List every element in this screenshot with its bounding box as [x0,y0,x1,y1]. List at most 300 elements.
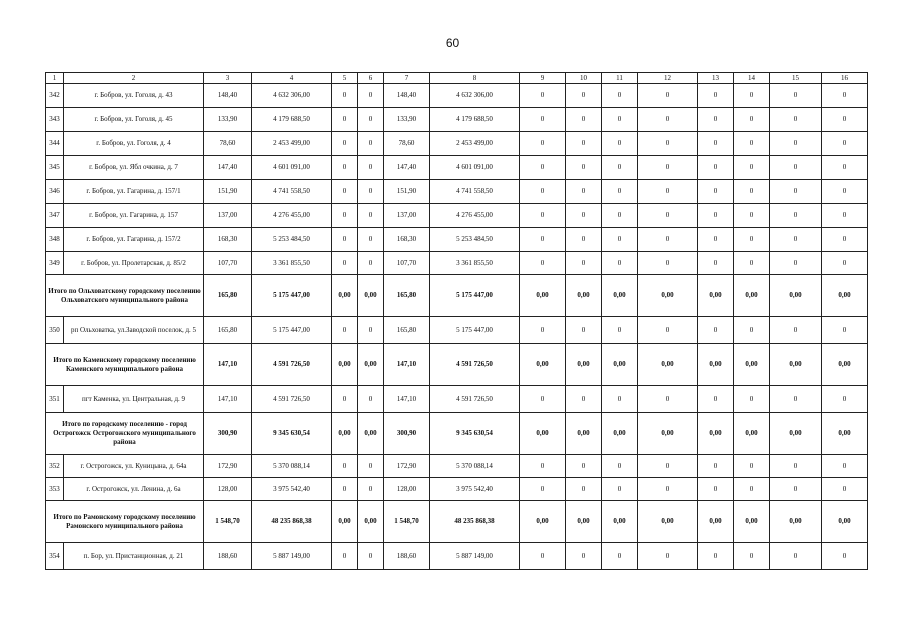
value-cell: 0 [520,228,566,252]
subtotal-label: Итого по городскому поселению - город Острогожск Острогожского муниципального района [46,413,204,455]
value-cell: 48 235 868,38 [430,501,520,543]
value-cell: 0 [332,180,358,204]
value-cell: 0 [822,317,868,344]
value-cell: 0 [822,156,868,180]
column-header: 7 [384,73,430,84]
column-header: 15 [770,73,822,84]
value-cell: 0 [520,478,566,501]
value-cell: 0 [698,478,734,501]
value-cell: 0 [698,455,734,478]
value-cell: 9 345 630,54 [430,413,520,455]
address-cell: п. Бор, ул. Пристанционная, д. 21 [64,543,204,570]
address-cell: г. Бобров, ул. Пролетарская, д. 85/2 [64,252,204,275]
value-cell: 151,90 [384,180,430,204]
subtotal-label: Итого по Ольховатскому городскому поселению Ольховатского муниципального района [46,275,204,317]
value-cell: 0 [822,204,868,228]
value-cell: 0 [770,204,822,228]
value-cell: 0 [822,478,868,501]
value-cell: 0,00 [602,344,638,386]
value-cell: 0 [566,478,602,501]
value-cell: 147,10 [384,386,430,413]
value-cell: 4 276 455,00 [252,204,332,228]
value-cell: 0 [770,156,822,180]
value-cell: 0,00 [770,413,822,455]
value-cell: 0 [770,132,822,156]
value-cell: 0,00 [520,344,566,386]
value-cell: 0,00 [734,275,770,317]
value-cell: 0 [602,317,638,344]
value-cell: 0,00 [332,344,358,386]
value-cell: 0 [638,108,698,132]
value-cell: 0 [520,386,566,413]
value-cell: 0 [698,252,734,275]
value-cell: 48 235 868,38 [252,501,332,543]
column-header: 9 [520,73,566,84]
value-cell: 5 253 484,50 [430,228,520,252]
value-cell: 4 179 688,50 [252,108,332,132]
value-cell: 0 [602,543,638,570]
value-cell: 0,00 [638,275,698,317]
value-cell: 0 [770,108,822,132]
value-cell: 0 [358,132,384,156]
value-cell: 4 179 688,50 [430,108,520,132]
value-cell: 0 [332,204,358,228]
value-cell: 0 [358,108,384,132]
value-cell: 0 [822,228,868,252]
value-cell: 5 253 484,50 [252,228,332,252]
value-cell: 0 [770,252,822,275]
value-cell: 168,30 [204,228,252,252]
value-cell: 0 [698,543,734,570]
value-cell: 0 [638,84,698,108]
value-cell: 0 [602,108,638,132]
value-cell: 0,00 [358,501,384,543]
value-cell: 0,00 [734,413,770,455]
value-cell: 0 [770,543,822,570]
value-cell: 0 [358,204,384,228]
address-cell: г. Бобров, ул. Гоголя, д. 4 [64,132,204,156]
value-cell: 0 [698,132,734,156]
row-number: 346 [46,180,64,204]
value-cell: 5 370 088,14 [430,455,520,478]
value-cell: 0 [638,252,698,275]
value-cell: 0 [358,252,384,275]
value-cell: 165,80 [204,317,252,344]
value-cell: 0 [770,386,822,413]
value-cell: 3 361 855,50 [252,252,332,275]
value-cell: 0 [358,228,384,252]
value-cell: 0 [698,317,734,344]
value-cell: 0 [602,84,638,108]
housing-register-table [45,72,868,570]
value-cell: 0,00 [734,344,770,386]
value-cell: 0 [332,543,358,570]
value-cell: 4 276 455,00 [430,204,520,228]
value-cell: 4 741 558,50 [252,180,332,204]
value-cell: 0 [332,252,358,275]
row-number: 354 [46,543,64,570]
subtotal-row [46,501,868,543]
value-cell: 4 591 726,50 [430,386,520,413]
address-cell: г. Бобров, ул. Гоголя, д. 45 [64,108,204,132]
value-cell: 0,00 [822,501,868,543]
value-cell: 0 [332,84,358,108]
value-cell: 128,00 [384,478,430,501]
value-cell: 0 [602,180,638,204]
table-row [46,132,868,156]
value-cell: 0 [602,386,638,413]
value-cell: 0 [822,543,868,570]
value-cell: 9 345 630,54 [252,413,332,455]
value-cell: 0 [358,478,384,501]
value-cell: 0 [566,108,602,132]
value-cell: 0 [770,455,822,478]
value-cell: 0 [520,317,566,344]
value-cell: 165,80 [204,275,252,317]
value-cell: 5 175 447,00 [252,275,332,317]
value-cell: 133,90 [384,108,430,132]
value-cell: 78,60 [204,132,252,156]
value-cell: 0 [822,386,868,413]
value-cell: 0 [602,228,638,252]
value-cell: 0 [602,252,638,275]
value-cell: 0,00 [520,501,566,543]
value-cell: 4 741 558,50 [430,180,520,204]
column-header: 1 [46,73,64,84]
table-row [46,204,868,228]
value-cell: 0 [332,156,358,180]
value-cell: 4 632 306,00 [252,84,332,108]
value-cell: 0 [520,84,566,108]
value-cell: 0,00 [770,344,822,386]
value-cell: 0 [822,180,868,204]
value-cell: 0 [734,156,770,180]
value-cell: 0,00 [566,275,602,317]
value-cell: 0,00 [520,413,566,455]
value-cell: 0 [566,386,602,413]
table-row [46,478,868,501]
value-cell: 0 [822,252,868,275]
value-cell: 0 [602,132,638,156]
address-cell: г. Бобров, ул. Гагарина, д. 157/2 [64,228,204,252]
value-cell: 0 [734,386,770,413]
value-cell: 0 [698,108,734,132]
value-cell: 188,60 [204,543,252,570]
table-row [46,543,868,570]
value-cell: 0,00 [358,275,384,317]
value-cell: 0,00 [770,501,822,543]
value-cell: 137,00 [384,204,430,228]
value-cell: 3 361 855,50 [430,252,520,275]
value-cell: 0,00 [698,413,734,455]
value-cell: 147,40 [204,156,252,180]
value-cell: 3 975 542,40 [252,478,332,501]
value-cell: 0 [358,317,384,344]
value-cell: 5 175 447,00 [252,317,332,344]
value-cell: 147,40 [384,156,430,180]
value-cell: 148,40 [204,84,252,108]
value-cell: 0,00 [358,344,384,386]
subtotal-row [46,344,868,386]
value-cell: 0 [734,108,770,132]
value-cell: 2 453 499,00 [252,132,332,156]
subtotal-row [46,275,868,317]
column-header: 13 [698,73,734,84]
value-cell: 0 [698,228,734,252]
value-cell: 147,10 [204,344,252,386]
value-cell: 0 [638,455,698,478]
column-header: 8 [430,73,520,84]
value-cell: 0 [520,204,566,228]
value-cell: 0 [734,132,770,156]
value-cell: 0,00 [734,501,770,543]
value-cell: 0 [602,478,638,501]
value-cell: 0,00 [332,413,358,455]
value-cell: 0 [332,317,358,344]
value-cell: 165,80 [384,275,430,317]
row-number: 349 [46,252,64,275]
value-cell: 165,80 [384,317,430,344]
column-header: 14 [734,73,770,84]
value-cell: 0 [698,84,734,108]
value-cell: 0 [638,543,698,570]
value-cell: 0,00 [638,413,698,455]
value-cell: 151,90 [204,180,252,204]
value-cell: 0 [822,132,868,156]
value-cell: 0 [734,180,770,204]
value-cell: 0,00 [566,413,602,455]
value-cell: 0,00 [822,344,868,386]
column-header: 5 [332,73,358,84]
value-cell: 0 [734,252,770,275]
value-cell: 0 [638,386,698,413]
value-cell: 0 [734,204,770,228]
value-cell: 0 [638,204,698,228]
value-cell: 0 [358,180,384,204]
value-cell: 4 591 726,50 [252,386,332,413]
row-number: 343 [46,108,64,132]
column-header: 6 [358,73,384,84]
address-cell: г. Бобров, ул. Гагарина, д. 157 [64,204,204,228]
column-header: 4 [252,73,332,84]
value-cell: 0 [770,317,822,344]
value-cell: 0 [734,84,770,108]
table-row [46,386,868,413]
column-number-header-row [46,73,868,84]
value-cell: 4 601 091,00 [430,156,520,180]
subtotal-label: Итого по Рамонскому городскому поселению Рамонского муниципального района [46,501,204,543]
table-body [46,73,868,570]
row-number: 348 [46,228,64,252]
value-cell: 0 [770,478,822,501]
value-cell: 300,90 [384,413,430,455]
table-row [46,180,868,204]
column-header: 3 [204,73,252,84]
value-cell: 0 [358,543,384,570]
value-cell: 0,00 [638,344,698,386]
value-cell: 0 [358,84,384,108]
value-cell: 0 [822,84,868,108]
value-cell: 147,10 [384,344,430,386]
value-cell: 0 [770,84,822,108]
value-cell: 0 [734,228,770,252]
value-cell: 0 [566,317,602,344]
value-cell: 0 [358,156,384,180]
value-cell: 0 [770,228,822,252]
value-cell: 107,70 [384,252,430,275]
row-number: 344 [46,132,64,156]
address-cell: г. Бобров, ул. Гагарина, д. 157/1 [64,180,204,204]
table-row [46,455,868,478]
value-cell: 172,90 [204,455,252,478]
value-cell: 4 632 306,00 [430,84,520,108]
value-cell: 0 [822,455,868,478]
value-cell: 2 453 499,00 [430,132,520,156]
value-cell: 4 591 726,50 [430,344,520,386]
value-cell: 0 [332,386,358,413]
value-cell: 0,00 [698,344,734,386]
value-cell: 148,40 [384,84,430,108]
value-cell: 0,00 [566,501,602,543]
value-cell: 0,00 [566,344,602,386]
column-header: 2 [64,73,204,84]
table-row [46,156,868,180]
address-cell: г. Острогожск, ул. Ленина, д. 6а [64,478,204,501]
value-cell: 0,00 [822,275,868,317]
value-cell: 5 175 447,00 [430,317,520,344]
value-cell: 0 [638,478,698,501]
address-cell: пгт Каменка, ул. Центральная, д. 9 [64,386,204,413]
table-row [46,84,868,108]
value-cell: 0,00 [698,501,734,543]
row-number: 347 [46,204,64,228]
value-cell: 0 [520,543,566,570]
value-cell: 5 887 149,00 [252,543,332,570]
value-cell: 0,00 [770,275,822,317]
value-cell: 5 175 447,00 [430,275,520,317]
value-cell: 0 [638,228,698,252]
value-cell: 0 [332,478,358,501]
row-number: 342 [46,84,64,108]
value-cell: 128,00 [204,478,252,501]
value-cell: 0 [698,180,734,204]
value-cell: 0 [520,132,566,156]
table-row [46,228,868,252]
value-cell: 1 548,70 [384,501,430,543]
value-cell: 0 [698,156,734,180]
value-cell: 0 [698,386,734,413]
address-cell: г. Острогожск, ул. Куницына, д. 64а [64,455,204,478]
value-cell: 0 [566,455,602,478]
value-cell: 0,00 [822,413,868,455]
value-cell: 300,90 [204,413,252,455]
address-cell: рп Ольховатка, ул.Заводской поселок, д. 5 [64,317,204,344]
row-number: 352 [46,455,64,478]
value-cell: 5 370 088,14 [252,455,332,478]
address-cell: г. Бобров, ул. Гоголя, д. 43 [64,84,204,108]
value-cell: 0 [566,156,602,180]
subtotal-label: Итого по Каменскому городскому поселению Каменского муниципального района [46,344,204,386]
row-number: 350 [46,317,64,344]
value-cell: 168,30 [384,228,430,252]
column-header: 16 [822,73,868,84]
value-cell: 0,00 [602,501,638,543]
value-cell: 147,10 [204,386,252,413]
value-cell: 0 [602,156,638,180]
column-header: 12 [638,73,698,84]
value-cell: 0 [566,252,602,275]
value-cell: 3 975 542,40 [430,478,520,501]
value-cell: 0 [734,455,770,478]
value-cell: 0 [734,543,770,570]
value-cell: 0 [332,108,358,132]
value-cell: 0,00 [520,275,566,317]
value-cell: 0,00 [698,275,734,317]
value-cell: 0 [566,228,602,252]
value-cell: 0 [566,204,602,228]
value-cell: 4 601 091,00 [252,156,332,180]
value-cell: 0 [638,156,698,180]
address-cell: г. Бобров, ул. Ябл очкина, д. 7 [64,156,204,180]
value-cell: 0 [822,108,868,132]
value-cell: 0 [734,317,770,344]
value-cell: 107,70 [204,252,252,275]
value-cell: 0,00 [358,413,384,455]
value-cell: 0 [734,478,770,501]
row-number: 351 [46,386,64,413]
value-cell: 78,60 [384,132,430,156]
value-cell: 0 [602,204,638,228]
value-cell: 0 [520,156,566,180]
value-cell: 172,90 [384,455,430,478]
row-number: 353 [46,478,64,501]
value-cell: 0 [358,386,384,413]
value-cell: 0 [520,180,566,204]
subtotal-row [46,413,868,455]
value-cell: 0 [566,543,602,570]
value-cell: 188,60 [384,543,430,570]
value-cell: 0 [770,180,822,204]
table-row [46,252,868,275]
value-cell: 0,00 [638,501,698,543]
value-cell: 4 591 726,50 [252,344,332,386]
value-cell: 0 [638,180,698,204]
value-cell: 0,00 [332,275,358,317]
value-cell: 0 [602,455,638,478]
value-cell: 0 [520,455,566,478]
row-number: 345 [46,156,64,180]
value-cell: 5 887 149,00 [430,543,520,570]
column-header: 11 [602,73,638,84]
value-cell: 0 [332,132,358,156]
value-cell: 0 [332,455,358,478]
table-row [46,108,868,132]
value-cell: 0 [520,108,566,132]
column-header: 10 [566,73,602,84]
value-cell: 1 548,70 [204,501,252,543]
value-cell: 0 [358,455,384,478]
value-cell: 0 [566,180,602,204]
value-cell: 0,00 [602,275,638,317]
page-number: 60 [445,36,460,50]
value-cell: 0 [638,317,698,344]
value-cell: 0 [332,228,358,252]
table-row [46,317,868,344]
value-cell: 137,00 [204,204,252,228]
value-cell: 133,90 [204,108,252,132]
value-cell: 0 [638,132,698,156]
value-cell: 0,00 [602,413,638,455]
